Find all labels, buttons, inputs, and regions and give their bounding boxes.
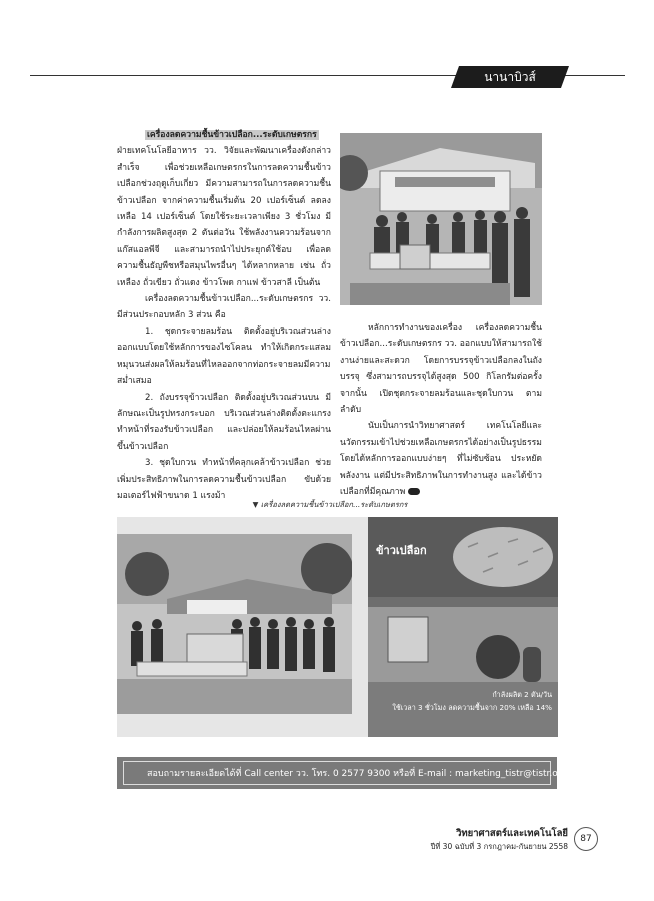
conclusion-paragraph: นับเป็นการนำวิทยาศาสตร์ เทคโนโลยีและนวัตกรรมเข้าไปช่วยเหลือเกษตรกรได้อย่างเป็นรูปธรรม โดยได้หลักการออกแบบง่ายๆ ที่ไม่ซับซ้อน ประหยัดพลังงาน แต่มีประสิทธิภาพในการทำงานสูง และได้ข้าวเปลือกที่มีคุณภาพ xyxy=(340,421,542,498)
photo-spec-overlay xyxy=(372,688,552,714)
principle-paragraph: หลักการทำงานของเครื่อง เครื่องลดความชื้นข้าวเปลือก...ระดับเกษตรกร วว. ออกแบบให้สามารถใช้งานง่ายและสะดวก โดยการบรรจุข้าวเปลือกลงในถังบรรจุ ซึ่งสามารถบรรจุได้สูงสุด 500 กิโลกรัมต่อครั้ง จากนั้น เปิดชุดกระจายลมร้อนและชุดใบกวน ตามลำดับ xyxy=(340,323,542,416)
grain-label: ข้าวเปลือก xyxy=(376,544,427,557)
end-mark-icon xyxy=(408,488,420,495)
section-label: นานาบิวส์ xyxy=(484,70,536,84)
contact-bar xyxy=(117,757,573,789)
article-title: เครื่องลดความชื้นข้าวเปลือก...ระดับเกษตรกร xyxy=(147,130,317,140)
photo-group-with-dryer xyxy=(117,534,352,714)
contact-text: สอบถามรายละเอียดได้ที่ Call center วว. โทร. 0 2577 9300 หรือที่ E-mail : marketing_tistr@tistr.or.th xyxy=(147,769,573,779)
magazine-name: วิทยาศาสตร์และเทคโนโลยี xyxy=(456,828,568,839)
article-intro: ฝ่ายเทคโนโลยีอาหาร วว. วิจัยและพัฒนาเครื่องดังกล่าวสำเร็จ เพื่อช่วยเหลือเกษตรกรในการลดความชื้นข้าวเปลือกช่วงฤดูเก็บเกี่ยว มีความสามารถในการลดความชื้นข้าวเปลือก จากค่าความชื้นเริ่มต้น 20 เปอร์เซ็นต์ ลดลงเหลือ 14 เปอร์เซ็นต์ โดยใช้ระยะเวลาเพียง 3 ชั่วโมง มีกำลังการผลิตสูงสุด 2 ตันต่อวัน ใช้พลังงานความร้อนจากแก๊สแอลพีจี และสามารถนำไปประยุกต์ใช้อบ เพื่อลดความชื้นธัญพืชหรือสมุนไพรอื่นๆ ได้หลากหลาย เช่น ถั่วเหลือง ถั่วเขียว ถั่วแดง ข้าวโพด กาแฟ ข้าวสาลี เป็นต้น xyxy=(117,146,331,288)
component-item-2: 2. ถังบรรจุข้าวเปลือก ติดตั้งอยู่บริเวณส่วนบน มีลักษณะเป็นรูปทรงกระบอก บริเวณส่วนล่างติดตั้งตะแกรงทำหน้าที่รองรับข้าวเปลือก และปล่อยให้ลมร้อนไหลผ่านขึ้นข้าวเปลือก xyxy=(117,392,331,452)
article-right-column xyxy=(340,320,542,500)
article-left-column xyxy=(117,127,331,504)
capacity-text: กำลังผลิต 2 ตัน/วัน xyxy=(492,690,552,699)
issue-info: ปีที่ 30 ฉบับที่ 3 กรกฎาคม-กันยายน 2558 xyxy=(430,842,568,851)
component-item-3: 3. ชุดใบกวน ทำหน้าที่คลุกเคล้าข้าวเปลือก ช่วยเพิ่มประสิทธิภาพในการลดความชื้นข้าวเปลือก ขับด้วยมอเตอร์ไฟฟ้าขนาด 1 แรงม้า xyxy=(117,458,331,501)
section-tab xyxy=(451,66,569,88)
photo-caption: ▼ เครื่องลดความชื้นข้าวเปลือก...ระดับเกษตรกร xyxy=(252,500,408,509)
photo-officials-with-machine xyxy=(340,133,542,305)
component-item-1: 1. ชุดกระจายลมร้อน ติดตั้งอยู่บริเวณส่วนล่างออกแบบโดยใช้หลักการของไซโคลน ทำให้เกิดกระแสลมหมุนวนส่งผลให้ลมร้อนที่ไหลออกจากท่อกระจายลมมีความสม่ำเสมอ xyxy=(117,326,331,387)
spec-text: ใช้เวลา 3 ชั่วโมง ลดความชื้นจาก 20% เหลือ 14% xyxy=(392,703,552,712)
page-number: 87 xyxy=(574,827,598,851)
components-intro: เครื่องลดความชื้นข้าวเปลือก...ระดับเกษตรกร วว. มีส่วนประกอบหลัก 3 ส่วน คือ xyxy=(117,294,331,321)
